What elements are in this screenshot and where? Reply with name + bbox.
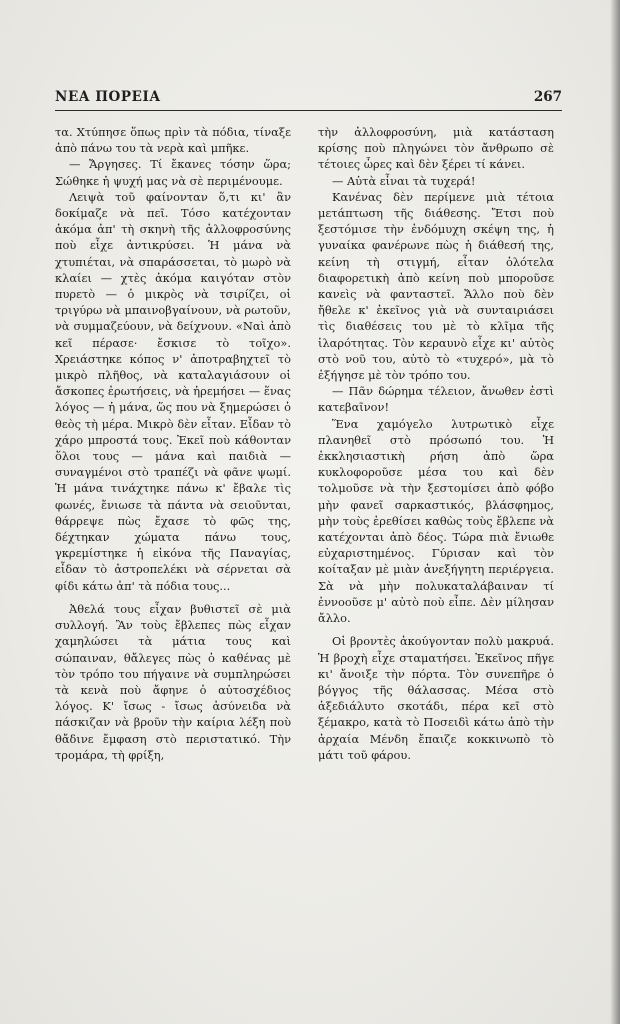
journal-title: ΝΕΑ ΠΟΡΕΙΑ	[55, 89, 161, 105]
paragraph: τα. Χτύπησε ὅπως πρὶν τὰ πόδια, τίναξε ἀπὸ πάνω του τὰ νερὰ καὶ μπῆκε.	[55, 125, 291, 156]
paragraph: — Ἄργησες. Τί ἔκανες τόσην ὥρα; Σώθηκε ἡ ψυχή μας νὰ σὲ περιμένουμε.	[55, 157, 291, 188]
paragraph: — Αὐτὰ εἶναι τὰ τυχερά!	[332, 173, 476, 188]
paragraph: Κανένας δὲν περίμενε μιὰ τέτοια μετάπτωση τῆς διάθεσης. Ἔτσι ποὺ ξεστόμισε τὴν ἐνδόμυχη σκέψη της, ἡ γυναίκα φανέρωνε πὼς ἡ διάθεσή της, κείνη τὴ στιγμή, εἶταν ὁλότελα διαφορετικὴ ἀπὸ κείνη ποὺ μποροῦσε κανεὶς νὰ φανταστεῖ. Ἄλλο ποὺ δὲν ἤθελε κ' ἐκεῖνος γιὰ νὰ συνταιριάσει τὶς διαθέσεις του μὲ τὸ κλῖμα τῆς ἱλαρότητας. Τὸν κεραυνὸ εἶχε κι' αὐτὸς στὸ νοῦ του, αὐτὸ τὸ «τυχερό», μὰ τὸ ἐξήγησε μὲ τὸν τρόπο του.	[318, 189, 554, 383]
paragraph: τὴν ἀλλοφροσύνη, μιὰ κατάσταση κρίσης ποὺ πληγώνει τὸν ἄνθρωπο σὲ τέτοιες ὧρες καὶ δὲν ξέρει τί κάνει.	[318, 125, 554, 172]
paragraph: Ἕνα χαμόγελο λυτρωτικὸ εἶχε πλανηθεῖ στὸ πρόσωπό του. Ἡ ἐκκλησιαστικὴ ρήση ἀπὸ ὥρα κυκλοφοροῦσε μέσα του καὶ δὲν τολμοῦσε νὰ τὴν ξεστομίσει ἀπὸ φόβο μὴν φανεῖ σαρκαστικός, βλάσφημος, μὴν τοὺς ἐρεθίσει καθὼς τοὺς ἔβλεπε νὰ κατέχονται ἀπὸ δέος. Τώρα πιὰ ἔνιωθε εὐχαριστημένος. Γύρισαν καὶ τὸν κοίταξαν μὲ μιὰν ἀνεξήγητη περιέργεια. Σὰ νὰ μὴν πολυκαταλάβαιναν τί ἐννοοῦσε μ' αὐτὸ ποὺ εἶπε. Δὲν μίλησαν ἄλλο.	[318, 416, 554, 626]
left-column	[55, 124, 291, 763]
right-column	[318, 124, 554, 763]
running-header	[55, 89, 562, 111]
paragraph: Λειψὰ τοῦ φαίνονταν ὅ,τι κι' ἂν δοκίμαζε νὰ πεῖ. Τόσο κατέχονταν ἀκόμα ἀπ' τὴ σκηνὴ τῆς ἀλλοφροσύνης ποὺ εἶχε ἀντικρύσει. Ἡ μάνα νὰ χτυπιέται, νὰ σπαράσσεται, τὸ μωρὸ νὰ κλαίει — χτὲς ἀκόμα καιγόταν στὸν πυρετὸ — ὁ μικρὸς νὰ τσιρίζει, οἱ τριγύρω νὰ μπαινοβγαίνουν, νὰ ρωτοῦν, νὰ συμμαζεύουν, νὰ δείχνουν. «Ναὶ ἀπὸ κεῖ πέρασε· ἔσκισε τὸ τοῖχο». Χρειάστηκε κόπος ν' ἀποτραβηχτεῖ τὸ μικρὸ πλῆθος, νὰ καταλαγιάσουν οἱ ἄσκοπες ἐρωτήσεις, νὰ ἠρεμήσει — ἕνας λόγος — ἡ μάνα, ὥς που νὰ ξημερώσει ὁ θεὸς τὴ μέρα. Μικρὸ δὲν εἶταν. Εἶδαν τὸ χάρο μπροστά τους. Ἐκεῖ ποὺ κάθονταν ὅλοι τους — μάνα καὶ παιδιὰ — συναγμένοι στὸ τραπέζι νὰ φᾶνε ψωμί. Ἡ μάνα τινάχτηκε πάνω κ' ἔβαλε τὶς φωνές, ἔνιωσε τὰ πάντα νὰ σειοῦνται, θάρρεψε πὼς ἔχασε τὸ φῶς της, δέχτηκαν χώματα πάνω τους, γκρεμίστηκε ἡ εἰκόνα τῆς Παναγίας, εἶδαν τὸ ἀστροπελέκι νὰ σέρνεται σὰ φίδι κάτω ἀπ' τὰ πόδια τους...	[55, 189, 291, 593]
paragraph: Οἱ βροντὲς ἀκούγονταν πολὺ μακρυά. Ἡ βροχὴ εἶχε σταματήσει. Ἐκεῖνος πῆγε κι' ἄνοιξε τὴν πόρτα. Τὸν συνεπῆρε ὁ βόγγος τῆς θάλασσας. Μέσα στὸ ἀξεδιάλυτο σκοτάδι, πέρα κεῖ στὸ ξέμακρο, κατὰ τὸ Ποσειδὶ κάτω ἀπὸ τὴν ἀρχαία Μένδη ἔπαιζε κοκκινωπὸ τὸ μάτι τοῦ φάρου.	[318, 634, 554, 762]
paragraph: — Πᾶν δώρημα τέλειον, ἄνωθεν ἐστὶ κατεβαῖνον!	[318, 384, 554, 415]
page-edge-shadow	[610, 0, 620, 1024]
page-number: 267	[533, 89, 562, 105]
header-rule	[55, 110, 562, 111]
paragraph: Ἀθελά τους εἶχαν βυθιστεῖ σὲ μιὰ συλλογή. Ἂν τοὺς ἔβλεπες πὼς εἶχαν χαμηλώσει τὰ μάτια τους καὶ σώπαιναν, θἄλεγες πὼς ὁ καθένας μὲ τὸν τρόπο του πήγαινε νὰ συμπληρώσει τὰ κενὰ ποὺ ἄφηνε ὁ αὐτοσχέδιος λόγος. Κ' ἴσως - ἴσως ἀσύνειδα νὰ πάσκιζαν νὰ βροῦν τὴν καίρια λέξη ποὺ θἄδινε ἔμφαση στὸ περιστατικό. Τὴν τρομάρα, τὴ φρίξη,	[55, 601, 291, 762]
